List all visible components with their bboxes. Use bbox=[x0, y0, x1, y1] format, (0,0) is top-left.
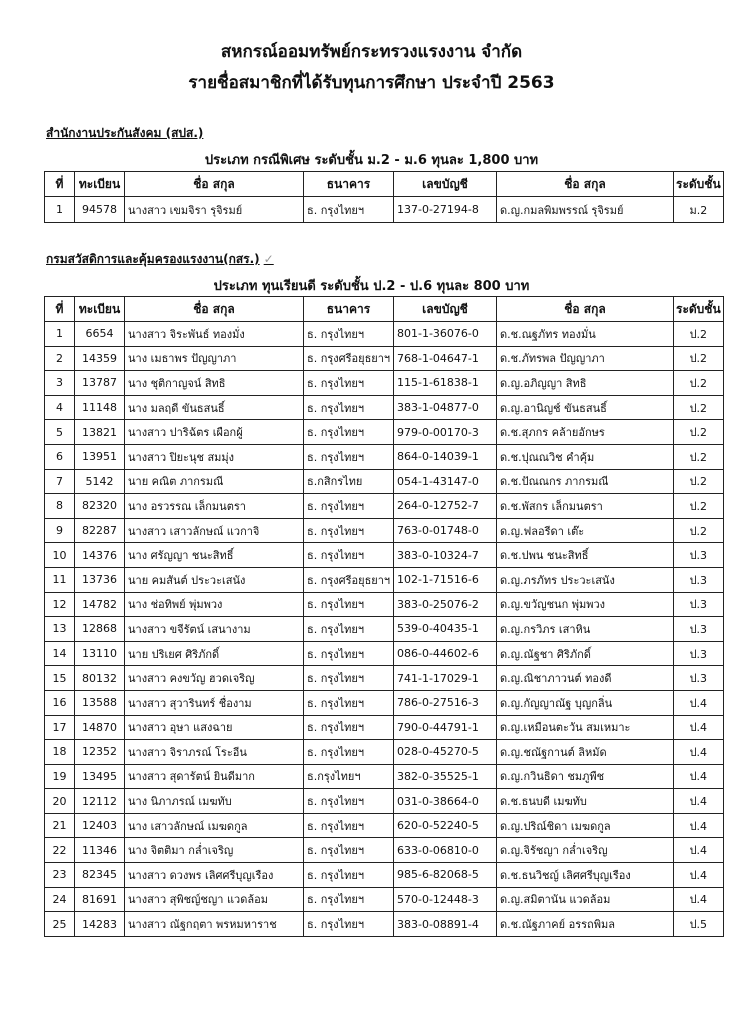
student-name-cell: ด.ช.ณฐภัทร ทองมั่น bbox=[497, 322, 674, 347]
registration-cell: 11148 bbox=[75, 395, 125, 420]
column-header: ธนาคาร bbox=[304, 297, 394, 322]
table-body bbox=[45, 322, 724, 937]
column-header: ชื่อ สกุล bbox=[125, 172, 304, 197]
account-number-cell: 383-0-25076-2 bbox=[394, 592, 497, 617]
bank-cell: ธ.กสิกรไทย bbox=[304, 469, 394, 494]
bank-cell: ธ. กรุงไทยฯ bbox=[304, 617, 394, 642]
row-number-cell: 19 bbox=[45, 764, 75, 789]
registration-cell: 82345 bbox=[75, 863, 125, 888]
student-name-cell: ด.ญ.ปริณ์ชิดา เมฆดกูล bbox=[497, 813, 674, 838]
table-row bbox=[45, 690, 724, 715]
member-name-cell: นาง มลฤดี ขันธสนธิ์ bbox=[125, 395, 304, 420]
row-number-cell: 12 bbox=[45, 592, 75, 617]
account-number-cell: 620-0-52240-5 bbox=[394, 813, 497, 838]
student-name-cell: ด.ช.ปุณณวิช คำคุ้ม bbox=[497, 444, 674, 469]
member-name-cell: นางสาว จิราภรณ์ โระอีน bbox=[125, 740, 304, 765]
row-number-cell: 8 bbox=[45, 494, 75, 519]
table-row bbox=[45, 592, 724, 617]
registration-cell: 13588 bbox=[75, 690, 125, 715]
registration-cell: 14870 bbox=[75, 715, 125, 740]
row-number-cell: 1 bbox=[45, 322, 75, 347]
table-row bbox=[45, 789, 724, 814]
account-number-cell: 137-0-27194-8 bbox=[394, 197, 497, 223]
account-number-cell: 786-0-27516-3 bbox=[394, 690, 497, 715]
category-heading: ประเภท ทุนเรียนดี ระดับชั้น ป.2 - ป.6 ทุนละ 800 บาท bbox=[213, 279, 530, 294]
registration-cell: 94578 bbox=[75, 197, 125, 223]
account-number-cell: 570-0-12448-3 bbox=[394, 887, 497, 912]
account-number-cell: 801-1-36076-0 bbox=[394, 322, 497, 347]
bank-cell: ธ. กรุงไทยฯ bbox=[304, 371, 394, 396]
student-name-cell: ด.ญ.ภรภัทร ประวะเสนัง bbox=[497, 567, 674, 592]
table-row bbox=[45, 395, 724, 420]
student-name-cell: ด.ญ.กวินธิดา ชมภูพืช bbox=[497, 764, 674, 789]
bank-cell: ธ. กรุงไทยฯ bbox=[304, 518, 394, 543]
section-heading bbox=[46, 250, 274, 269]
row-number-cell: 23 bbox=[45, 863, 75, 888]
student-name-cell: ด.ช.ภัทรพล ปัญญาภา bbox=[497, 346, 674, 371]
student-name-cell: ด.ญ.จิรัชญา กล่ำเจริญ bbox=[497, 838, 674, 863]
bank-cell: ธ. กรุงไทยฯ bbox=[304, 420, 394, 445]
bank-cell: ธ. กรุงไทยฯ bbox=[304, 444, 394, 469]
document-subtitle: รายชื่อสมาชิกที่ได้รับทุนการศึกษา ประจำปี 2563 bbox=[188, 73, 555, 93]
table-row bbox=[45, 764, 724, 789]
column-header: ธนาคาร bbox=[304, 172, 394, 197]
grade-level-cell: ป.3 bbox=[674, 617, 724, 642]
student-name-cell: ด.ญ.กรวิภร เสาหิน bbox=[497, 617, 674, 642]
row-number-cell: 18 bbox=[45, 740, 75, 765]
grade-level-cell: ป.4 bbox=[674, 740, 724, 765]
row-number-cell: 16 bbox=[45, 690, 75, 715]
registration-cell: 13821 bbox=[75, 420, 125, 445]
student-name-cell: ด.ญ.อานิญช์ ขันธสนธิ์ bbox=[497, 395, 674, 420]
table-row bbox=[45, 420, 724, 445]
grade-level-cell: ป.3 bbox=[674, 543, 724, 568]
member-name-cell: นาย คณิต ภากรมณี bbox=[125, 469, 304, 494]
bank-cell: ธ. กรุงศรีอยุธยาฯ bbox=[304, 567, 394, 592]
bank-cell: ธ. กรุงไทยฯ bbox=[304, 838, 394, 863]
account-number-cell: 028-0-45270-5 bbox=[394, 740, 497, 765]
account-number-cell: 383-0-10324-7 bbox=[394, 543, 497, 568]
table-row bbox=[45, 641, 724, 666]
row-number-cell: 22 bbox=[45, 838, 75, 863]
member-name-cell: นางสาว ปิยะนุช สมมุ่ง bbox=[125, 444, 304, 469]
bank-cell: ธ. กรุงไทยฯ bbox=[304, 740, 394, 765]
registration-cell: 12112 bbox=[75, 789, 125, 814]
registration-cell: 6654 bbox=[75, 322, 125, 347]
column-header: ที่ bbox=[45, 172, 75, 197]
row-number-cell: 4 bbox=[45, 395, 75, 420]
member-name-cell: นางสาว สุวารินทร์ ชื่องาม bbox=[125, 690, 304, 715]
table-row bbox=[45, 813, 724, 838]
registration-cell: 13736 bbox=[75, 567, 125, 592]
grade-level-cell: ป.3 bbox=[674, 567, 724, 592]
account-number-cell: 031-0-38664-0 bbox=[394, 789, 497, 814]
bank-cell: ธ. กรุงไทยฯ bbox=[304, 912, 394, 937]
member-name-cell: นางสาว ปาริฉัตร เผือกผู้ bbox=[125, 420, 304, 445]
row-number-cell: 24 bbox=[45, 887, 75, 912]
member-name-cell: นาง ชุติกาญจน์ สิทธิ bbox=[125, 371, 304, 396]
column-header: ทะเบียน bbox=[75, 297, 125, 322]
bank-cell: ธ. กรุงศรีอยุธยาฯ bbox=[304, 346, 394, 371]
row-number-cell: 1 bbox=[45, 197, 75, 223]
table-row bbox=[45, 617, 724, 642]
registration-cell: 80132 bbox=[75, 666, 125, 691]
bank-cell: ธ. กรุงไทยฯ bbox=[304, 863, 394, 888]
table-row bbox=[45, 887, 724, 912]
registration-cell: 14359 bbox=[75, 346, 125, 371]
document-title: สหกรณ์ออมทรัพย์กระทรวงแรงงาน จำกัด bbox=[220, 42, 523, 62]
account-number-cell: 539-0-40435-1 bbox=[394, 617, 497, 642]
student-name-cell: ด.ญ.สมิตานัน แวดล้อม bbox=[497, 887, 674, 912]
registration-cell: 14376 bbox=[75, 543, 125, 568]
registration-cell: 13110 bbox=[75, 641, 125, 666]
bank-cell: ธ. กรุงไทยฯ bbox=[304, 641, 394, 666]
member-name-cell: นางสาว คงขวัญ ฮวดเจริญ bbox=[125, 666, 304, 691]
table-row bbox=[45, 444, 724, 469]
row-number-cell: 6 bbox=[45, 444, 75, 469]
grade-level-cell: ป.3 bbox=[674, 592, 724, 617]
bank-cell: ธ. กรุงไทยฯ bbox=[304, 592, 394, 617]
registration-cell: 13787 bbox=[75, 371, 125, 396]
registration-cell: 14782 bbox=[75, 592, 125, 617]
account-number-cell: 383-0-08891-4 bbox=[394, 912, 497, 937]
account-number-cell: 383-1-04877-0 bbox=[394, 395, 497, 420]
row-number-cell: 17 bbox=[45, 715, 75, 740]
table-body bbox=[45, 197, 724, 223]
bank-cell: ธ. กรุงไทยฯ bbox=[304, 666, 394, 691]
student-name-cell: ด.ญ.อภิญญา สิทธิ bbox=[497, 371, 674, 396]
grade-level-cell: ป.4 bbox=[674, 813, 724, 838]
student-name-cell: ด.ญ.เหมือนตะวัน สมเหมาะ bbox=[497, 715, 674, 740]
grade-level-cell: ป.4 bbox=[674, 838, 724, 863]
registration-cell: 11346 bbox=[75, 838, 125, 863]
member-name-cell: นางสาว เสาวลักษณ์ แวกาจิ bbox=[125, 518, 304, 543]
student-name-cell: ด.ช.พัสกร เล็กมนตรา bbox=[497, 494, 674, 519]
scholarship-table bbox=[44, 171, 724, 223]
account-number-cell: 864-0-14039-1 bbox=[394, 444, 497, 469]
column-header: ระดับชั้น bbox=[674, 172, 724, 197]
account-number-cell: 086-0-44602-6 bbox=[394, 641, 497, 666]
bank-cell: ธ. กรุงไทยฯ bbox=[304, 690, 394, 715]
member-name-cell: นาง จิตติมา กล่ำเจริญ bbox=[125, 838, 304, 863]
grade-level-cell: ป.2 bbox=[674, 444, 724, 469]
table-row bbox=[45, 197, 724, 223]
category-heading: ประเภท กรณีพิเศษ ระดับชั้น ม.2 - ม.6 ทุนละ 1,800 บาท bbox=[204, 153, 539, 168]
bank-cell: ธ. กรุงไทยฯ bbox=[304, 322, 394, 347]
check-mark: ✓ bbox=[263, 252, 274, 266]
member-name-cell: นาง ศรัญญา ชนะสิทธิ์ bbox=[125, 543, 304, 568]
grade-level-cell: ป.2 bbox=[674, 346, 724, 371]
table-row bbox=[45, 322, 724, 347]
student-name-cell: ด.ญ.ชณัฐกานต์ ลิหมัด bbox=[497, 740, 674, 765]
account-number-cell: 979-0-00170-3 bbox=[394, 420, 497, 445]
registration-cell: 12868 bbox=[75, 617, 125, 642]
student-name-cell: ด.ญ.ฟลอรีดา เต๊ะ bbox=[497, 518, 674, 543]
grade-level-cell: ป.2 bbox=[674, 420, 724, 445]
grade-level-cell: ป.3 bbox=[674, 641, 724, 666]
table-header-row bbox=[45, 172, 724, 197]
member-name-cell: นาย คมสันต์ ประวะเสนัง bbox=[125, 567, 304, 592]
table-row bbox=[45, 666, 724, 691]
bank-cell: ธ. กรุงไทยฯ bbox=[304, 887, 394, 912]
table-row bbox=[45, 469, 724, 494]
registration-cell: 82320 bbox=[75, 494, 125, 519]
scholarship-table bbox=[44, 296, 724, 937]
member-name-cell: นาง เสาวลักษณ์ เมฆดกูล bbox=[125, 813, 304, 838]
account-number-cell: 115-1-61838-1 bbox=[394, 371, 497, 396]
member-name-cell: นาย ปริเยศ ศิริภักดิ์ bbox=[125, 641, 304, 666]
member-name-cell: นางสาว ณัฐกฤตา พรหมหาราช bbox=[125, 912, 304, 937]
column-header: เลขบัญชี bbox=[394, 297, 497, 322]
row-number-cell: 20 bbox=[45, 789, 75, 814]
member-name-cell: นาง นิภาภรณ์ เมฆทับ bbox=[125, 789, 304, 814]
table-row bbox=[45, 494, 724, 519]
row-number-cell: 9 bbox=[45, 518, 75, 543]
table-row bbox=[45, 543, 724, 568]
member-name-cell: นางสาว จิระพันธ์ ทองมั่ง bbox=[125, 322, 304, 347]
registration-cell: 12352 bbox=[75, 740, 125, 765]
grade-level-cell: ป.4 bbox=[674, 789, 724, 814]
grade-level-cell: ป.4 bbox=[674, 690, 724, 715]
bank-cell: ธ. กรุงไทยฯ bbox=[304, 715, 394, 740]
grade-level-cell: ป.4 bbox=[674, 863, 724, 888]
table-row bbox=[45, 740, 724, 765]
account-number-cell: 741-1-17029-1 bbox=[394, 666, 497, 691]
member-name-cell: นาง อรวรรณ เล็กมนตรา bbox=[125, 494, 304, 519]
table-row bbox=[45, 371, 724, 396]
row-number-cell: 14 bbox=[45, 641, 75, 666]
registration-cell: 12403 bbox=[75, 813, 125, 838]
bank-cell: ธ. กรุงไทยฯ bbox=[304, 494, 394, 519]
table-header-row bbox=[45, 297, 724, 322]
grade-level-cell: ป.2 bbox=[674, 494, 724, 519]
registration-cell: 13495 bbox=[75, 764, 125, 789]
student-name-cell: ด.ช.ปพน ชนะสิทธิ์ bbox=[497, 543, 674, 568]
student-name-cell: ด.ช.ณัฐภาคย์ อรรถพิมล bbox=[497, 912, 674, 937]
section-name: กรมสวัสดิการและคุ้มครองแรงงาน(กสร.) bbox=[46, 252, 260, 266]
student-name-cell: ด.ญ.กัญญาณัฐ บุญกลิ่น bbox=[497, 690, 674, 715]
student-name-cell: ด.ช.สุภกร คล้ายอักษร bbox=[497, 420, 674, 445]
grade-level-cell: ป.2 bbox=[674, 371, 724, 396]
grade-level-cell: ป.2 bbox=[674, 322, 724, 347]
bank-cell: ธ. กรุงไทยฯ bbox=[304, 197, 394, 223]
account-number-cell: 985-6-82068-5 bbox=[394, 863, 497, 888]
student-name-cell: ด.ช.ปัณณกร ภากรมณี bbox=[497, 469, 674, 494]
member-name-cell: นาง เมธาพร ปัญญาภา bbox=[125, 346, 304, 371]
section-heading bbox=[46, 124, 203, 143]
member-name-cell: นางสาว เขมจิรา รุจิรมย์ bbox=[125, 197, 304, 223]
table-row bbox=[45, 518, 724, 543]
member-name-cell: นาง ช่อทิพย์ พุ่มพวง bbox=[125, 592, 304, 617]
member-name-cell: นางสาว ดวงพร เลิศศรีบุญเรือง bbox=[125, 863, 304, 888]
account-number-cell: 763-0-01748-0 bbox=[394, 518, 497, 543]
grade-level-cell: ป.5 bbox=[674, 912, 724, 937]
table-row bbox=[45, 863, 724, 888]
member-name-cell: นางสาว ขจีรัตน์ เสนางาม bbox=[125, 617, 304, 642]
column-header: ชื่อ สกุล bbox=[125, 297, 304, 322]
row-number-cell: 11 bbox=[45, 567, 75, 592]
registration-cell: 13951 bbox=[75, 444, 125, 469]
registration-cell: 14283 bbox=[75, 912, 125, 937]
student-name-cell: ด.ช.ธนวิชญ์ เลิศศรีบุญเรือง bbox=[497, 863, 674, 888]
account-number-cell: 768-1-04647-1 bbox=[394, 346, 497, 371]
section-name: สำนักงานประกันสังคม (สปส.) bbox=[46, 126, 204, 140]
registration-cell: 81691 bbox=[75, 887, 125, 912]
table-row bbox=[45, 715, 724, 740]
account-number-cell: 382-0-35525-1 bbox=[394, 764, 497, 789]
student-name-cell: ด.ญ.ขวัญชนก พุ่มพวง bbox=[497, 592, 674, 617]
grade-level-cell: ป.2 bbox=[674, 469, 724, 494]
student-name-cell: ด.ญ.กมลพิมพรรณ์ รุจิรมย์ bbox=[497, 197, 674, 223]
grade-level-cell: ป.2 bbox=[674, 518, 724, 543]
bank-cell: ธ.กรุงไทยฯ bbox=[304, 764, 394, 789]
row-number-cell: 25 bbox=[45, 912, 75, 937]
column-header: ชื่อ สกุล bbox=[497, 297, 674, 322]
column-header: ที่ bbox=[45, 297, 75, 322]
grade-level-cell: ป.2 bbox=[674, 395, 724, 420]
grade-level-cell: ป.4 bbox=[674, 715, 724, 740]
column-header: เลขบัญชี bbox=[394, 172, 497, 197]
account-number-cell: 054-1-43147-0 bbox=[394, 469, 497, 494]
row-number-cell: 15 bbox=[45, 666, 75, 691]
table-row bbox=[45, 838, 724, 863]
column-header: ระดับชั้น bbox=[674, 297, 724, 322]
account-number-cell: 790-0-44791-1 bbox=[394, 715, 497, 740]
grade-level-cell: ป.4 bbox=[674, 887, 724, 912]
column-header: ชื่อ สกุล bbox=[497, 172, 674, 197]
member-name-cell: นางสาว อุษา แสงฉาย bbox=[125, 715, 304, 740]
bank-cell: ธ. กรุงไทยฯ bbox=[304, 543, 394, 568]
student-name-cell: ด.ญ.ณิชาภาวนต์ ทองดี bbox=[497, 666, 674, 691]
row-number-cell: 3 bbox=[45, 371, 75, 396]
member-name-cell: นางสาว สุพิชญ์ชญา แวดล้อม bbox=[125, 887, 304, 912]
column-header: ทะเบียน bbox=[75, 172, 125, 197]
grade-level-cell: ป.4 bbox=[674, 764, 724, 789]
row-number-cell: 10 bbox=[45, 543, 75, 568]
member-name-cell: นางสาว สุดารัตน์ ยินดีมาก bbox=[125, 764, 304, 789]
grade-level-cell: ป.3 bbox=[674, 666, 724, 691]
account-number-cell: 633-0-06810-0 bbox=[394, 838, 497, 863]
row-number-cell: 21 bbox=[45, 813, 75, 838]
registration-cell: 5142 bbox=[75, 469, 125, 494]
bank-cell: ธ. กรุงไทยฯ bbox=[304, 813, 394, 838]
table-row bbox=[45, 567, 724, 592]
student-name-cell: ด.ช.ธนบดี เมฆทับ bbox=[497, 789, 674, 814]
registration-cell: 82287 bbox=[75, 518, 125, 543]
row-number-cell: 13 bbox=[45, 617, 75, 642]
bank-cell: ธ. กรุงไทยฯ bbox=[304, 789, 394, 814]
account-number-cell: 102-1-71516-6 bbox=[394, 567, 497, 592]
table-row bbox=[45, 346, 724, 371]
row-number-cell: 7 bbox=[45, 469, 75, 494]
bank-cell: ธ. กรุงไทยฯ bbox=[304, 395, 394, 420]
row-number-cell: 5 bbox=[45, 420, 75, 445]
table-row bbox=[45, 912, 724, 937]
student-name-cell: ด.ญ.ณัฐชา ศิริภักดิ์ bbox=[497, 641, 674, 666]
account-number-cell: 264-0-12752-7 bbox=[394, 494, 497, 519]
row-number-cell: 2 bbox=[45, 346, 75, 371]
grade-level-cell: ม.2 bbox=[674, 197, 724, 223]
